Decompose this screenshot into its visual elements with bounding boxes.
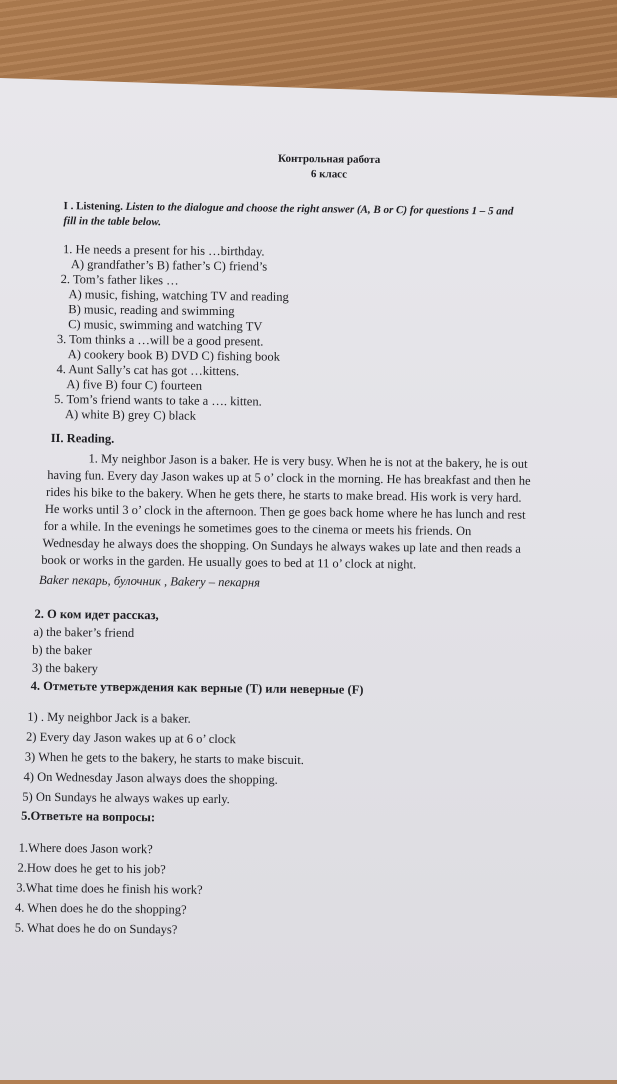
task4-statement: 5) On Sundays he always wakes up early. <box>22 789 230 807</box>
listening-line: 5. Tom’s friend wants to take a …. kitten. <box>54 391 262 409</box>
task5-heading: 5.Ответьте на вопросы: <box>21 808 156 825</box>
task4-statement: 3) When he gets to the bakery, he starts to make biscuit. <box>24 749 305 768</box>
task5-question: 5. What does he do on Sundays? <box>14 920 178 937</box>
listening-instruction-cont: fill in the table below. <box>63 215 162 229</box>
reading-text-line: 1. My neighbor Jason is a baker. He is very busy. When he is not at the bakery, he is out <box>88 451 528 471</box>
task2-heading: 2. О ком идет рассказ, <box>34 606 159 623</box>
task2-option: 3) the bakery <box>31 660 98 676</box>
task4-statement: 2) Every day Jason wakes up at 6 o’ clock <box>26 729 236 747</box>
listening-instruction-text: Listen to the dialogue and choose the right answer (A, B or C) for questions 1 – 5 and <box>125 200 514 218</box>
listening-line: 1. He needs a present for his …birthday. <box>62 242 265 259</box>
task5-question: 1.Where does Jason work? <box>18 840 153 857</box>
task5-question: 4. When does he do the shopping? <box>14 900 187 917</box>
reading-text-line: having fun. Every day Jason wakes up at 5 o’ clock in the morning. He has breakfast and then he <box>47 467 531 488</box>
task2-option: a) the baker’s friend <box>33 624 135 640</box>
listening-line: A) cookery book B) DVD C) fishing book <box>67 347 280 364</box>
doc-grade: 6 класс <box>310 168 348 181</box>
reading-text-line: He works until 3 o’ clock in the afternoon. Then ge goes back home where he has lunch and rest <box>44 501 526 522</box>
listening-line: C) music, swimming and watching TV <box>68 317 263 334</box>
reading-text-line: Wednesday he always does the shopping. On Sundays he always wakes up late and then reads a <box>42 535 521 556</box>
listening-line: 4. Aunt Sally’s cat has got …kittens. <box>56 362 240 379</box>
reading-heading: II. Reading. <box>50 430 115 446</box>
listening-line: A) five B) four C) fourteen <box>66 377 203 393</box>
doc-title: Контрольная работа <box>278 152 381 166</box>
task4-statement: 4) On Wednesday Jason always does the shopping. <box>23 769 278 787</box>
task4-heading: 4. Отметьте утверждения как верные (T) или неверные (F) <box>30 678 364 697</box>
task5-question: 3.What time does he finish his work? <box>16 880 203 897</box>
listening-line: 2. Tom’s father likes … <box>60 272 179 288</box>
task4-statement: 1) . My neighbor Jack is a baker. <box>27 709 191 726</box>
task5-question: 2.How does he get to his job? <box>17 860 166 877</box>
listening-line: A) white B) grey C) black <box>64 407 196 423</box>
listening-line: A) music, fishing, watching TV and reading <box>68 287 289 304</box>
listening-heading: I . Listening. <box>63 200 123 213</box>
reading-text-line: for a while. In the evenings he sometimes goes to the cinema or meets his friends. On <box>43 518 472 539</box>
listening-line: A) grandfather’s B) father’s C) friend’s <box>70 257 268 274</box>
listening-line: B) music, reading and swimming <box>68 302 235 319</box>
reading-vocab: Baker пекарь, булочник , Bakery – пекарня <box>38 572 261 590</box>
reading-text-line: book or works in the garden. He usually goes to bed at 11 o’ clock at night. <box>41 552 417 572</box>
listening-line: 3. Tom thinks a …will be a good present. <box>56 332 264 349</box>
task2-option: b) the baker <box>32 642 92 658</box>
reading-text-line: rides his bike to the bakery. When he gets there, he starts to make bread. His work is very hard. <box>45 484 522 505</box>
